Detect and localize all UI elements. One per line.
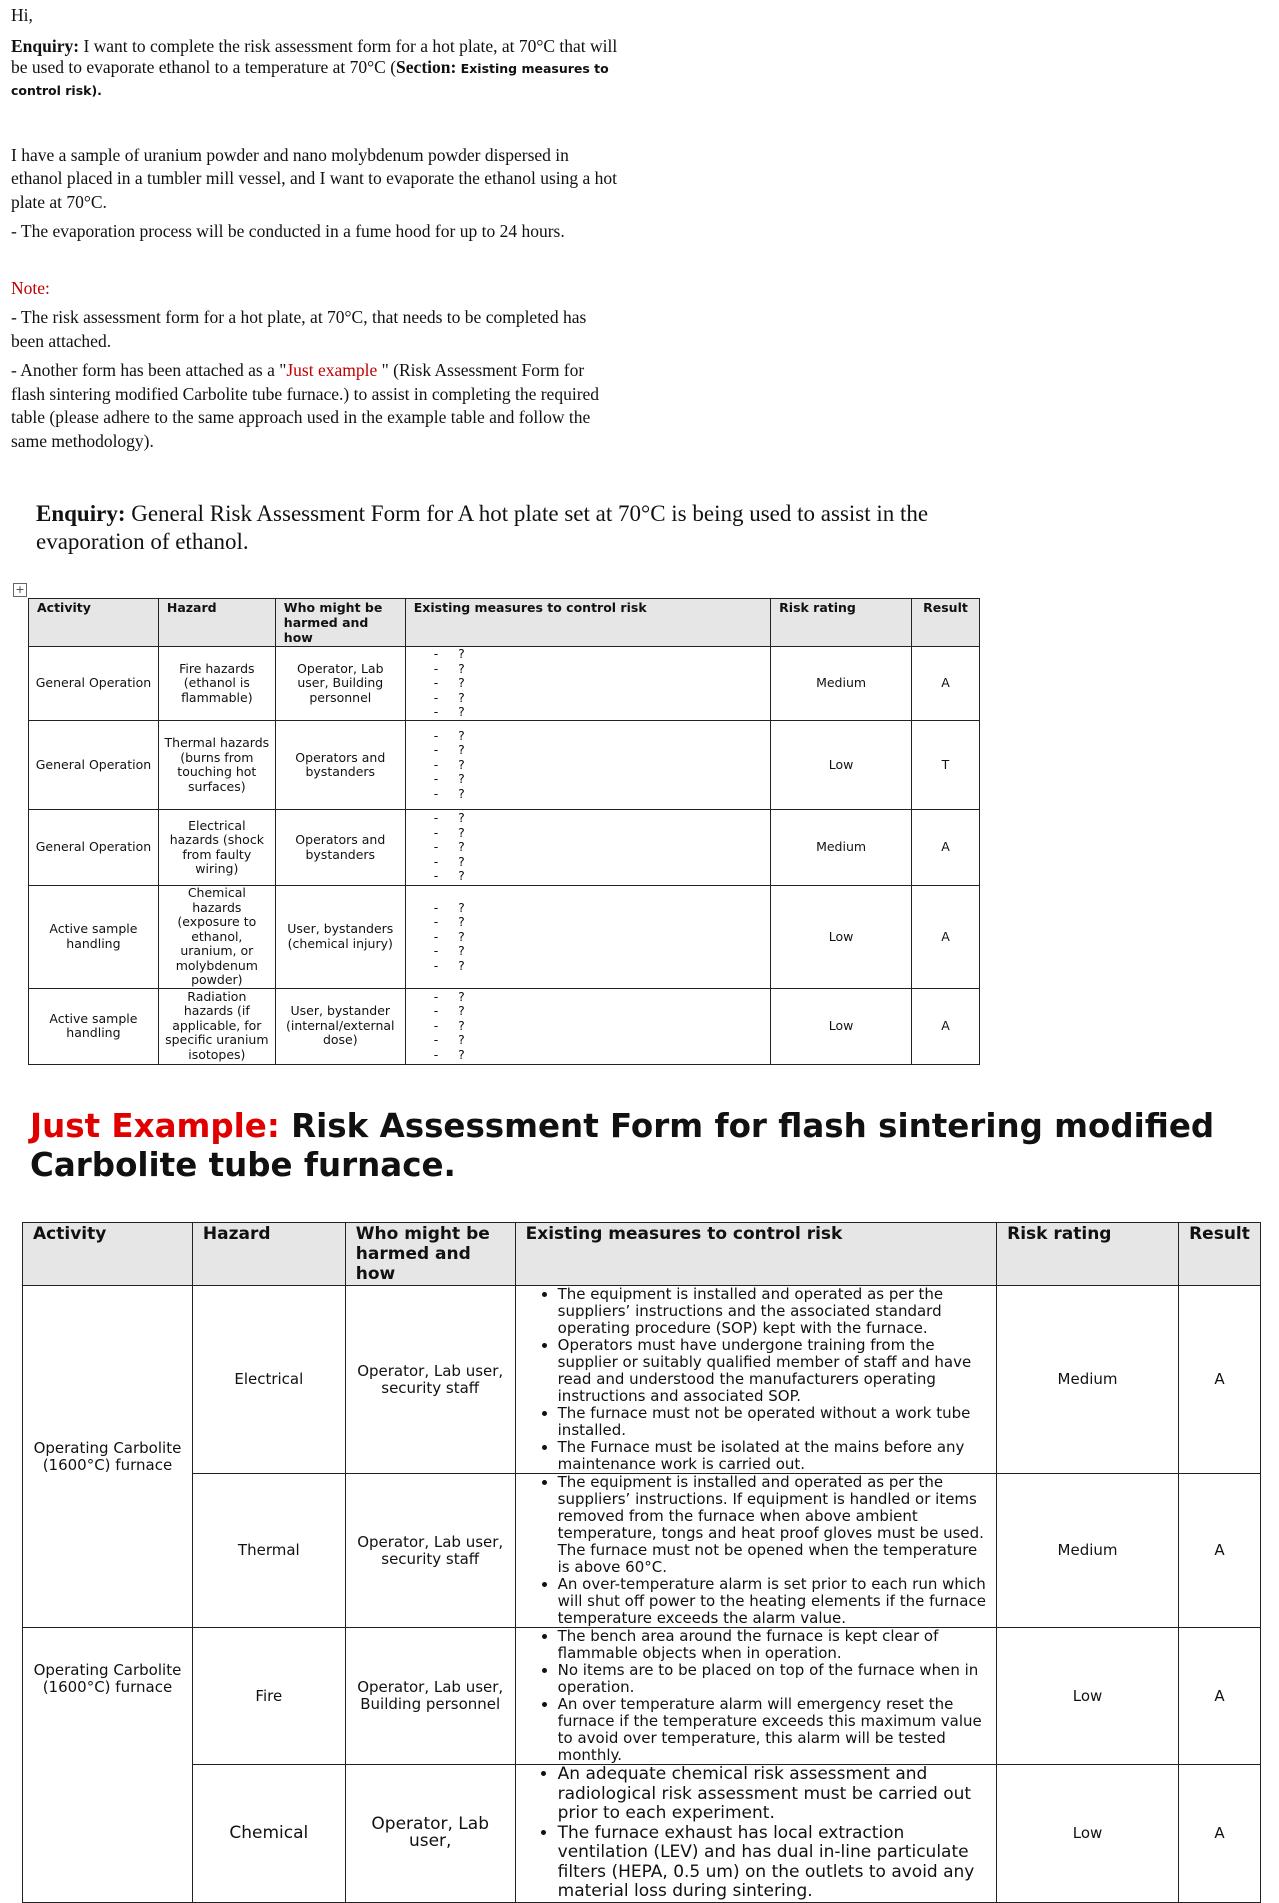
activity-cell: Operating Carbolite (1600°C) furnace xyxy=(23,1628,193,1903)
hazard-cell: Fire hazards (ethanol is flammable) xyxy=(158,647,275,721)
who-cell: Operator, Lab user, Building personnel xyxy=(275,647,405,721)
table-row xyxy=(23,1474,1261,1628)
enquiry-paragraph xyxy=(11,36,621,101)
rating-cell: Medium xyxy=(997,1474,1179,1628)
move-anchor-icon[interactable]: + xyxy=(13,583,27,597)
rating-cell: Low xyxy=(997,1628,1179,1765)
who-cell: Operators and bystanders xyxy=(275,721,405,810)
measures-cell: • An adequate chemical risk assessment and radiological risk assessment must be carried out prior to each experiment. • The furnace exhaust has local extraction ventilation (LEV) and has dual in-line particulate filters (HEPA, 0.5 um) on the outlets to avoid any material loss during sintering. xyxy=(515,1765,996,1903)
rating-cell: Low xyxy=(771,721,912,810)
header-result: Result xyxy=(1178,1223,1260,1286)
sample-paragraph: I have a sample of uranium powder and nano molybdenum powder dispersed in ethanol placed in a tumbler mill vessel, and I want to evaporate the ethanol using a hot plate at 70°C. xyxy=(11,144,617,212)
rating-cell: Low xyxy=(997,1765,1179,1903)
table-row xyxy=(23,1765,1261,1903)
table-row xyxy=(23,1286,1261,1474)
enquiry-label: Enquiry: xyxy=(11,35,80,56)
note-label: Note: xyxy=(11,277,50,298)
enquiry-text: I want to complete the risk assessment form for a hot plate, at 70°C that will be used to evaporate ethanol to a temperature at 70°C ( xyxy=(11,35,618,77)
table-row xyxy=(29,886,980,989)
measures-cell: • The equipment is installed and operated as per the suppliers’ instructions and the associated standard operating procedure (SOP) kept with the furnace. • Operators must have undergone training from the supplier or suitably qualified member of staff and have read and understood the manufacturers operating instructions and associated SOP. • The furnace must not be operated without a work tube installed. • The Furnace must be isolated at the mains before any maintenance work is carried out. xyxy=(515,1286,996,1474)
who-cell: Operator, Lab user, security staff xyxy=(345,1286,515,1474)
activity-cell: General Operation xyxy=(29,647,159,721)
example-title-label: Just Example: xyxy=(30,1107,280,1145)
table-row xyxy=(29,721,980,810)
who-cell: User, bystander (internal/external dose) xyxy=(275,988,405,1064)
result-cell: A xyxy=(911,810,979,886)
who-cell: User, bystanders (chemical injury) xyxy=(275,886,405,989)
just-example-reference: Just example xyxy=(286,360,378,380)
hazard-cell: Thermal xyxy=(192,1474,345,1628)
measures-cell: • The bench area around the furnace is kept clear of flammable objects when in operation. • No items are to be placed on top of the furnace when in operation. • An over temperature alarm will emergency reset the furnace if the temperature exceeds this maximum value to avoid over temperature, this alarm will be tested monthly. xyxy=(515,1628,996,1765)
activity-cell: General Operation xyxy=(29,721,159,810)
table-row xyxy=(29,647,980,721)
form-enquiry-heading: Enquiry: General Risk Assessment Form for A hot plate set at 70°C is being used to assist in the evaporation of ethanol. xyxy=(36,501,929,554)
section-value: Existing measures to control risk). xyxy=(11,60,609,98)
measures-cell[interactable]: - ? - ? - ? - ? - ? xyxy=(405,810,770,886)
result-cell: A xyxy=(1178,1628,1260,1765)
rating-cell: Medium xyxy=(997,1286,1179,1474)
example-title xyxy=(30,1107,1260,1185)
measures-cell[interactable]: - ? - ? - ? - ? - ? xyxy=(405,647,770,721)
result-cell: A xyxy=(1178,1286,1260,1474)
who-cell: Operator, Lab user, Building personnel xyxy=(345,1628,515,1765)
result-cell: A xyxy=(1178,1474,1260,1628)
rating-cell: Low xyxy=(771,886,912,989)
result-cell: A xyxy=(911,886,979,989)
measures-cell: • The equipment is installed and operated as per the suppliers’ instructions. If equipment is handled or items removed from the furnace when above ambient temperature, tongs and heat proof gloves must be used. The furnace must not be opened when the temperature is above 60°C. • An over-temperature alarm is set prior to each run which will shut off power to the heating elements if the furnace temperature exceeds the alarm value. xyxy=(515,1474,996,1628)
hazard-cell: Electrical hazards (shock from faulty wiring) xyxy=(158,810,275,886)
result-cell: A xyxy=(911,647,979,721)
header-risk-rating: Risk rating xyxy=(997,1223,1179,1286)
fume-hood-paragraph: - The evaporation process will be conducted in a fume hood for up to 24 hours. xyxy=(11,221,565,241)
table-row xyxy=(29,810,980,886)
hazard-cell: Electrical xyxy=(192,1286,345,1474)
result-cell: T xyxy=(911,721,979,810)
table-header-row xyxy=(23,1223,1261,1286)
rating-cell: Medium xyxy=(771,810,912,886)
header-activity: Activity xyxy=(23,1223,193,1286)
header-activity: Activity xyxy=(29,599,159,647)
section-label: Section: xyxy=(396,56,457,77)
activity-cell: Active sample handling xyxy=(29,988,159,1064)
hot-plate-risk-table xyxy=(28,598,980,1065)
note-line-2: - Another form has been attached as a "Just example " (Risk Assessment Form for flash sintering modified Carbolite tube furnace.) to assist in completing the required table (please adhere to the same approach used in the example table and follow the same methodology). xyxy=(11,360,600,451)
header-result: Result xyxy=(911,599,979,647)
who-cell: Operator, Lab user, xyxy=(345,1765,515,1903)
note-line-1: - The risk assessment form for a hot plate, at 70°C, that needs to be completed has been attached. xyxy=(11,307,587,351)
result-cell: A xyxy=(911,988,979,1064)
rating-cell: Low xyxy=(771,988,912,1064)
header-who: Who might be harmed and how xyxy=(345,1223,515,1286)
activity-cell: Active sample handling xyxy=(29,886,159,989)
measures-cell[interactable]: - ? - ? - ? - ? - ? xyxy=(405,886,770,989)
hazard-cell: Fire xyxy=(192,1628,345,1765)
who-cell: Operator, Lab user, security staff xyxy=(345,1474,515,1628)
header-hazard: Hazard xyxy=(158,599,275,647)
intro-section xyxy=(11,4,621,453)
hazard-cell: Radiation hazards (if applicable, for specific uranium isotopes) xyxy=(158,988,275,1064)
example-title-text: Risk Assessment Form for flash sintering modified Carbolite tube furnace. xyxy=(30,1107,1215,1184)
table-row xyxy=(29,988,980,1064)
header-measures: Existing measures to control risk xyxy=(515,1223,996,1286)
activity-cell: Operating Carbolite (1600°C) furnace xyxy=(23,1286,193,1628)
hazard-cell: Chemical xyxy=(192,1765,345,1903)
table-header-row xyxy=(29,599,980,647)
header-measures: Existing measures to control risk xyxy=(405,599,770,647)
header-risk-rating: Risk rating xyxy=(771,599,912,647)
hazard-cell: Chemical hazards (exposure to ethanol, uranium, or molybdenum powder) xyxy=(158,886,275,989)
header-hazard: Hazard xyxy=(192,1223,345,1286)
who-cell: Operators and bystanders xyxy=(275,810,405,886)
measures-cell[interactable]: - ? - ? - ? - ? - ? xyxy=(405,721,770,810)
greeting: Hi, xyxy=(11,5,33,25)
hazard-cell: Thermal hazards (burns from touching hot surfaces) xyxy=(158,721,275,810)
result-cell: A xyxy=(1178,1765,1260,1903)
measures-cell[interactable]: - ? - ? - ? - ? - ? xyxy=(405,988,770,1064)
header-who: Who might be harmed and how xyxy=(275,599,405,647)
table-row xyxy=(23,1628,1261,1765)
furnace-risk-table xyxy=(22,1222,1261,1903)
rating-cell: Medium xyxy=(771,647,912,721)
activity-cell: General Operation xyxy=(29,810,159,886)
